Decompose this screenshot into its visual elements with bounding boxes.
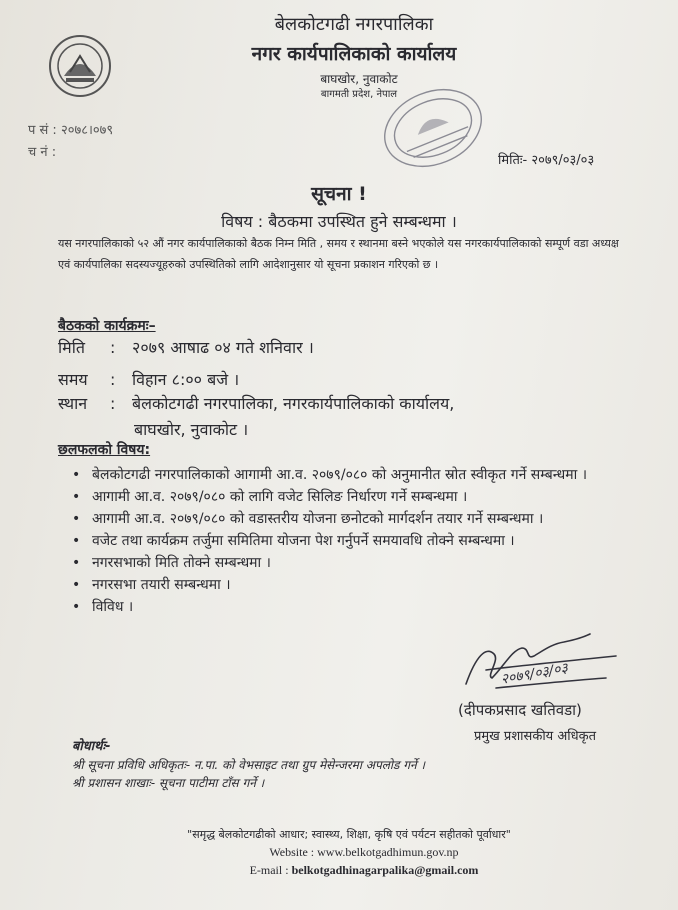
email-label: E-mail : (249, 863, 292, 877)
notice-title: सूचना ! (311, 183, 367, 205)
handwritten-date: २०७९/०३/०३ (499, 660, 570, 688)
notice-body: यस नगरपालिकाको ५२ औं नगर कार्यपालिकाको बैठक निम्न मिति , समय र स्थानमा बस्ने भएकोले यस नगरकार्यपालिकाको सम्पूर्ण वडा अध्यक्ष एवं कार्यपालिका सदस्यज्यूहरुको उपस्थितिको लागि आदेशानुसार यो सूचना प्रकाशन गरिएको छ । (58, 237, 619, 271)
municipality-name: बेलकोटगढी नगरपालिका (274, 14, 434, 35)
office-stamp-icon (378, 82, 488, 174)
agenda-item: • बेलकोटगढी नगरपालिकाको आगामी आ.व. २०७९/०८० को अनुमानीत स्रोत स्वीकृत गर्ने सम्बन्धमा । (68, 464, 628, 486)
cc-line: श्री प्रशासन शाखाः- सूचना पाटीमा टाँस गर्ने । (72, 776, 265, 790)
handwritten-signature-icon (456, 626, 626, 696)
agenda-item: • वजेट तथा कार्यक्रम तर्जुमा समितिमा योजना पेश गर्नुपर्ने समयावधि तोक्ने सम्बन्धमा । (68, 530, 628, 552)
agenda-list (68, 464, 628, 618)
schedule-date-value: २०७९ आषाढ ०४ गते शनिवार । (132, 338, 314, 357)
agenda-item: • नगरसभाको मिति तोक्ने सम्बन्धमा । (68, 552, 628, 574)
schedule-date-row (58, 336, 314, 358)
schedule-place-label: स्थान (58, 394, 88, 413)
website-link[interactable]: www.belkotgadhimun.gov.np (317, 845, 459, 859)
signer-title: प्रमुख प्रशासकीय अधिकृत (474, 729, 597, 744)
schedule-separator: : (110, 394, 116, 413)
schedule-separator: : (110, 338, 116, 357)
website-label: Website : (269, 845, 318, 859)
office-name: नगर कार्यपालिकाको कार्यालय (251, 43, 457, 65)
cc-heading: बोधार्थः- (72, 739, 111, 754)
agenda-item: • नगरसभा तयारी सम्बन्धमा । (68, 574, 628, 596)
dispatch-number: च नं : (28, 145, 57, 160)
letter-number: प सं : २०७८।०७९ (28, 123, 114, 138)
footer-motto: "समृद्ध बेलकोटगढीको आधार; स्वास्थ्य, शिक्षा, कृषि एवं पर्यटन सहीतको पूर्वाधार" (187, 828, 511, 841)
schedule-place-value-line2: बाघखोर, नुवाकोट । (134, 420, 249, 439)
agenda-item: • आगामी आ.व. २०७९/०८० को वडास्तरीय योजना छनोटको मार्गदर्शन तयार गर्ने सम्बन्धमा । (68, 508, 628, 530)
schedule-time-label: समय (58, 370, 88, 389)
schedule-date-label: मिति (58, 338, 85, 357)
schedule-separator: : (110, 370, 116, 389)
office-address: बाघखोर, नुवाकोट (320, 72, 398, 86)
footer-website (0, 845, 678, 860)
agenda-item: • विविध । (68, 596, 628, 618)
schedule-time-value: विहान ८:०० बजे । (132, 370, 240, 389)
office-province: बागमती प्रदेश, नेपाल (320, 89, 398, 100)
schedule-place-value: बेलकोटगढी नगरपालिका, नगरकार्यपालिकाको कार्यालय, (132, 394, 455, 413)
schedule-place-row (58, 392, 454, 414)
agenda-heading: छलफलको विषय: (58, 442, 151, 458)
cc-line: श्री सूचना प्रविधि अधिकृतः- न.पा. को वेभसाइट तथा ग्रुप मेसेन्जरमा अपलोड गर्ने । (72, 758, 426, 772)
email-link[interactable]: belkotgadhinagarpalika@gmail.com (291, 863, 479, 877)
schedule-time-row (58, 368, 239, 390)
schedule-heading: बैठकको कार्यक्रमः– (58, 318, 156, 334)
footer-email (0, 863, 678, 878)
signer-name: (दीपकप्रसाद खतिवडा) (458, 701, 582, 719)
agenda-item: • आगामी आ.व. २०७९/०८० को लागि वजेट सिलिङ निर्धारण गर्ने सम्बन्धमा । (68, 486, 628, 508)
notice-subject: विषय : बैठकमा उपस्थित हुने सम्बन्धमा । (221, 212, 457, 231)
notice-date: मितिः- २०७९/०३/०३ (498, 153, 595, 168)
